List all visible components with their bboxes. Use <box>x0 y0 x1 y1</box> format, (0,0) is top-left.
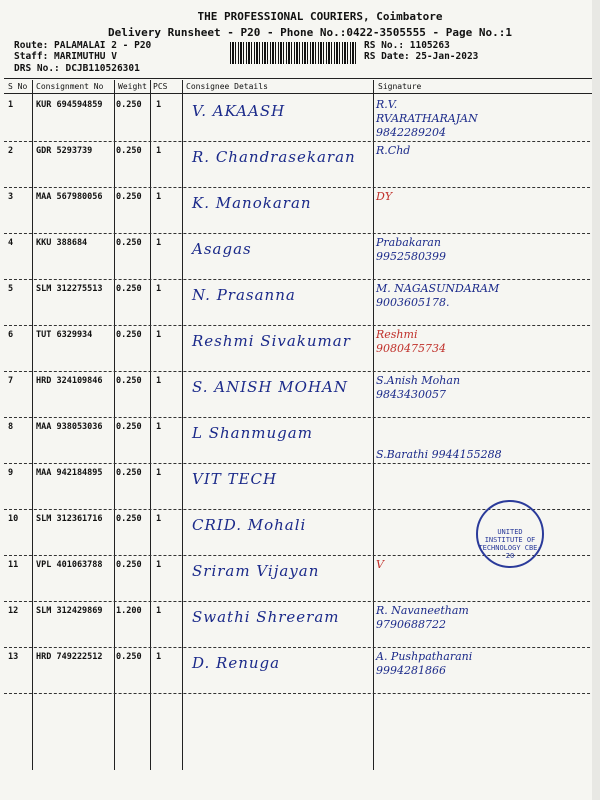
row-consignee: Asagas <box>192 240 252 258</box>
row-consignment: VPL 401063788 <box>36 560 103 570</box>
row-consignee: K. Manokaran <box>192 194 312 212</box>
rs-date: RS Date: 25-Jan-2023 <box>364 51 479 62</box>
row-pcs: 1 <box>156 100 162 110</box>
row-consignee: N. Prasanna <box>192 286 296 304</box>
row-weight: 0.250 <box>116 100 142 110</box>
col-consignee: Consignee Details <box>186 82 268 91</box>
row-consignment: SLM 312429869 <box>36 606 103 616</box>
row-pcs: 1 <box>156 376 162 386</box>
row-consignment: SLM 312361716 <box>36 514 103 524</box>
row-pcs: 1 <box>156 606 162 616</box>
table-row <box>4 372 600 418</box>
row-consignment: KKU 388684 <box>36 238 88 248</box>
row-consignee: Sriram Vijayan <box>192 562 320 580</box>
row-weight: 0.250 <box>116 514 142 524</box>
row-signature: R. Navaneetham 9790688722 <box>376 604 469 631</box>
table-row <box>4 96 600 142</box>
row-consignee: R. Chandrasekaran <box>192 148 356 166</box>
row-pcs: 1 <box>156 422 162 432</box>
header-top-rule <box>4 78 600 79</box>
table-row <box>4 280 600 326</box>
row-signature: V <box>376 558 384 571</box>
row-consignment: HRD 749222512 <box>36 652 103 662</box>
table-row <box>4 602 600 648</box>
row-sno: 9 <box>8 468 14 478</box>
row-pcs: 1 <box>156 146 162 156</box>
col-sno: S No <box>8 82 28 91</box>
row-consignment: MAA 942184895 <box>36 468 103 478</box>
row-signature: DY <box>376 190 393 203</box>
row-consignee: S. ANISH MOHAN <box>192 378 348 396</box>
row-sno: 6 <box>8 330 14 340</box>
table-row <box>4 142 600 188</box>
col-pcs: PCS <box>153 82 168 91</box>
row-consignment: KUR 694594859 <box>36 100 103 110</box>
row-pcs: 1 <box>156 560 162 570</box>
page-edge <box>592 0 600 800</box>
row-consignment: MAA 938053036 <box>36 422 103 432</box>
row-weight: 0.250 <box>116 468 142 478</box>
row-sno: 4 <box>8 238 14 248</box>
col-signature: Signature <box>378 82 422 91</box>
table-row <box>4 648 600 694</box>
row-divider <box>4 693 600 694</box>
row-sno: 11 <box>8 560 19 570</box>
row-consignee: CRID. Mohali <box>192 516 307 534</box>
row-sno: 10 <box>8 514 19 524</box>
staff-info: Staff: MARIMUTHU V <box>14 51 117 62</box>
row-sno: 7 <box>8 376 14 386</box>
drs-number: DRS No.: DCJB110526301 <box>14 63 140 74</box>
rs-number: RS No.: 1105263 <box>364 40 450 51</box>
institution-stamp <box>476 500 544 568</box>
row-consignee: V. AKAASH <box>192 102 286 120</box>
row-consignment: SLM 312275513 <box>36 284 103 294</box>
row-signature: Reshmi 9080475734 <box>376 328 446 355</box>
row-weight: 0.250 <box>116 238 142 248</box>
row-weight: 0.250 <box>116 376 142 386</box>
row-consignee: D. Renuga <box>192 654 281 672</box>
row-weight: 1.200 <box>116 606 142 616</box>
row-sno: 3 <box>8 192 14 202</box>
row-weight: 0.250 <box>116 422 142 432</box>
row-sno: 2 <box>8 146 14 156</box>
row-signature: Prabakaran 9952580399 <box>376 236 446 263</box>
row-pcs: 1 <box>156 652 162 662</box>
row-signature: R.Chd <box>376 144 411 157</box>
row-consignment: GDR 5293739 <box>36 146 93 156</box>
row-sno: 8 <box>8 422 14 432</box>
table-row <box>4 234 600 280</box>
col-weight: Weight <box>118 82 147 91</box>
row-consignment: HRD 324109846 <box>36 376 103 386</box>
row-weight: 0.250 <box>116 560 142 570</box>
table-row <box>4 418 600 464</box>
row-consignee: L Shanmugam <box>192 424 313 442</box>
row-weight: 0.250 <box>116 652 142 662</box>
row-sno: 5 <box>8 284 14 294</box>
row-consignee: Swathi Shreeram <box>192 608 340 626</box>
row-sno: 13 <box>8 652 19 662</box>
row-pcs: 1 <box>156 284 162 294</box>
row-consignment: TUT 6329934 <box>36 330 93 340</box>
runsheet-subtitle: Delivery Runsheet - P20 - Phone No.:0422-3505555 - Page No.:1 <box>108 26 512 39</box>
row-signature: M. NAGASUNDARAM 9003605178. <box>376 282 500 309</box>
row-weight: 0.250 <box>116 192 142 202</box>
table-row <box>4 326 600 372</box>
header-bottom-rule <box>4 93 600 94</box>
row-consignee: Reshmi Sivakumar <box>192 332 351 350</box>
row-consignment: MAA 567980056 <box>36 192 103 202</box>
row-pcs: 1 <box>156 330 162 340</box>
row-pcs: 1 <box>156 238 162 248</box>
row-pcs: 1 <box>156 514 162 524</box>
row-signature: A. Pushpatharani 9994281866 <box>376 650 473 677</box>
row-weight: 0.250 <box>116 146 142 156</box>
row-pcs: 1 <box>156 468 162 478</box>
row-pcs: 1 <box>156 192 162 202</box>
col-consignment: Consignment No <box>36 82 104 91</box>
row-signature: S.Anish Mohan 9843430057 <box>376 374 461 401</box>
stamp-text: UNITED INSTITUTE OF TECHNOLOGY CBE-20 <box>478 528 542 560</box>
row-weight: 0.250 <box>116 284 142 294</box>
row-signature: R.V. RVARATHARAJAN 9842289204 <box>376 98 478 139</box>
barcode <box>230 42 358 64</box>
row-signature: S.Barathi 9944155288 <box>376 448 502 461</box>
table-row <box>4 188 600 234</box>
company-title: THE PROFESSIONAL COURIERS, Coimbatore <box>197 10 443 23</box>
row-sno: 12 <box>8 606 19 616</box>
row-sno: 1 <box>8 100 14 110</box>
row-consignee: VIT TECH <box>192 470 278 488</box>
route-info: Route: PALAMALAI 2 - P20 <box>14 40 152 51</box>
row-weight: 0.250 <box>116 330 142 340</box>
